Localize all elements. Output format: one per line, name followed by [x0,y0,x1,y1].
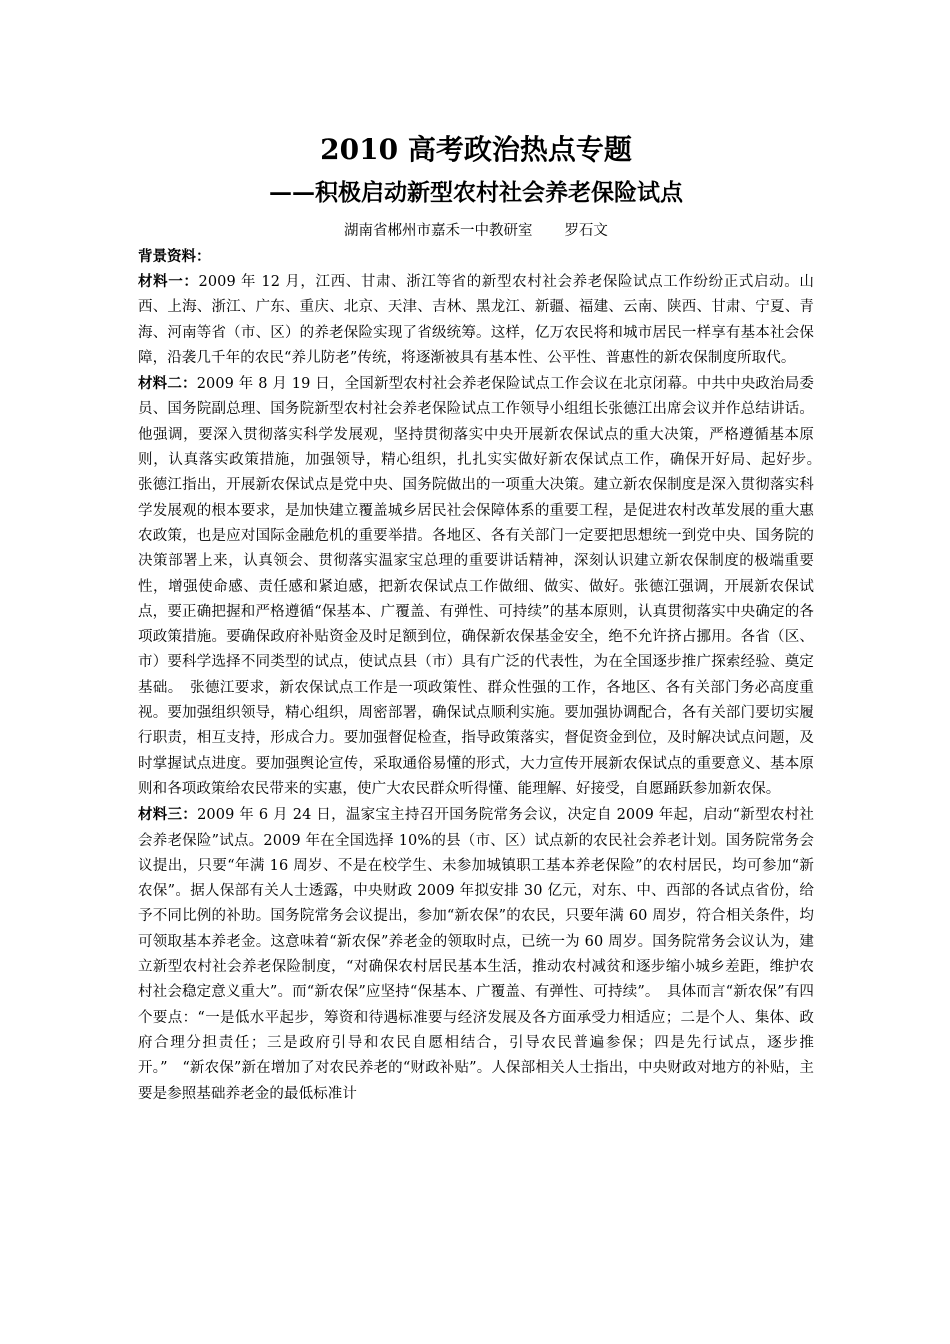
material-label-3: 材料三： [138,806,198,824]
document-subtitle: ——积极启动新型农村社会养老保险试点 [269,179,683,206]
material-paragraph-2 [138,371,829,802]
author-org: 湖南省郴州市嘉禾一中教研室 [344,223,533,239]
material-paragraph-3 [138,802,814,1107]
material-text-3: 2009 年 6 月 24 日，温家宝主持召开国务院常务会议，决定自 2009 年起，启动“新型农村社会养老保险”试点。2009 年在全国选择 10%的县（市、区）试点新的农民社会养老计划。国务院常务会议提出，只要“年满 16 周岁、不是在校学生、未参加城镇职工基本养老保险”的农村居民，均可参加“新农保”。据人保部有关人士透露，中央财政 2009 年拟安排 30 亿元，对东、中、西部的各试点省份，给予不同比例的补助。国务院常务会议提出，参加“新农保”的农民，只要年满 60 周岁，符合相关条件，均可领取基本养老金。这意味着“新农保”养老金的领取时点，已统一为 60 周岁。国务院常务会议认为，建立新型农村社会养老保险制度，“对确保农村居民基本生活，推动农村减贫和逐步缩小城乡差距，维护农村社会稳定意义重大”。而“新农保”应坚持“保基本、广覆盖、有弹性、可持续”。 具体而言“新农保”有四个要点：“一是低水平起步，筹资和待遇标准要与经济发展及各方面承受力相适应；二是个人、集体、政府合理分担责任；三是政府引导和农民自愿相结合，引导农民普遍参保；四是先行试点，逐步推开。” “新农保”新在增加了对农民养老的“财政补贴”。人保部相关人士指出，中央财政对地方的补贴，主要是参照基础养老金的最低标准计 [138,807,814,1102]
document-page [138,130,829,1107]
document-title: 2010 高考政治热点专题 [320,133,632,166]
material-label-1: 材料一： [138,273,199,290]
material-text-2: 2009 年 8 月 19 日，全国新型农村社会养老保险试点工作会议在北京闭幕。中共中央政治局委员、国务院副总理、国务院新型农村社会养老保险试点工作领导小组组长张德江出席会议并作总结讲话。他强调，要深入贯彻落实科学发展观，坚持贯彻落实中央开展新农保试点的重大决策，严格遵循基本原则，认真落实政策措施，加强领导，精心组织，扎扎实实做好新农保试点工作，确保开好局、起好步。 张德江指出，开展新农保试点是党中央、国务院做出的一项重大决策。建立新农保制度是深入贯彻落实科学发展观的根本要求，是加快建立覆盖城乡居民社会保障体系的重要工程，是促进农村改革发展的重大惠农政策，也是应对国际金融危机的重要举措。各地区、各有关部门一定要把思想统一到党中央、国务院的决策部署上来，认真领会、贯彻落实温家宝总理的重要讲话精神，深刻认识建立新农保制度的极端重要性，增强使命感、责任感和紧迫感，把新农保试点工作做细、做实、做好。张德江强调，开展新农保试点，要正确把握和严格遵循“保基本、广覆盖、有弹性、可持续”的基本原则，认真贯彻落实中央确定的各项政策措施。要确保政府补贴资金及时足额到位，确保新农保基金安全，绝不允许挤占挪用。各省（区、市）要科学选择不同类型的试点，使试点县（市）具有广泛的代表性，为在全国逐步推广探索经验、奠定基础。 张德江要求，新农保试点工作是一项政策性、群众性强的工作，各地区、各有关部门务必高度重视。要加强组织领导，精心组织，周密部署，确保试点顺利实施。要加强协调配合，各有关部门要切实履行职责，相互支持，形成合力。要加强督促检查，指导政策落实，督促资金到位，及时解决试点问题，及时掌握试点进度。要加强舆论宣传，采取通俗易懂的形式，大力宣传开展新农保试点的重要意义、基本原则和各项政策给农民带来的实惠，使广大农民群众听得懂、能理解、好接受，自愿踊跃参加新农保。 [138,376,829,797]
material-text-1: 2009 年 12 月，江西、甘肃、浙江等省的新型农村社会养老保险试点工作纷纷正式启动。山西、上海、浙江、广东、重庆、北京、天津、吉林、黑龙江、新疆、福建、云南、陕西、甘肃、宁夏、青海、河南等省（市、区）的养老保险实现了省级统筹。这样，亿万农民将和城市居民一样享有基本社会保障，沿袭几千年的农民“养儿防老”传统，将逐渐被具有基本性、公平性、普惠性的新农保制度所取代。 [138,274,814,366]
material-label-2: 材料二： [138,375,197,393]
author-name: 罗石文 [564,223,608,239]
section-heading: 背景资料： [138,248,211,265]
material-paragraph-1 [138,269,814,371]
author-line [138,220,814,244]
